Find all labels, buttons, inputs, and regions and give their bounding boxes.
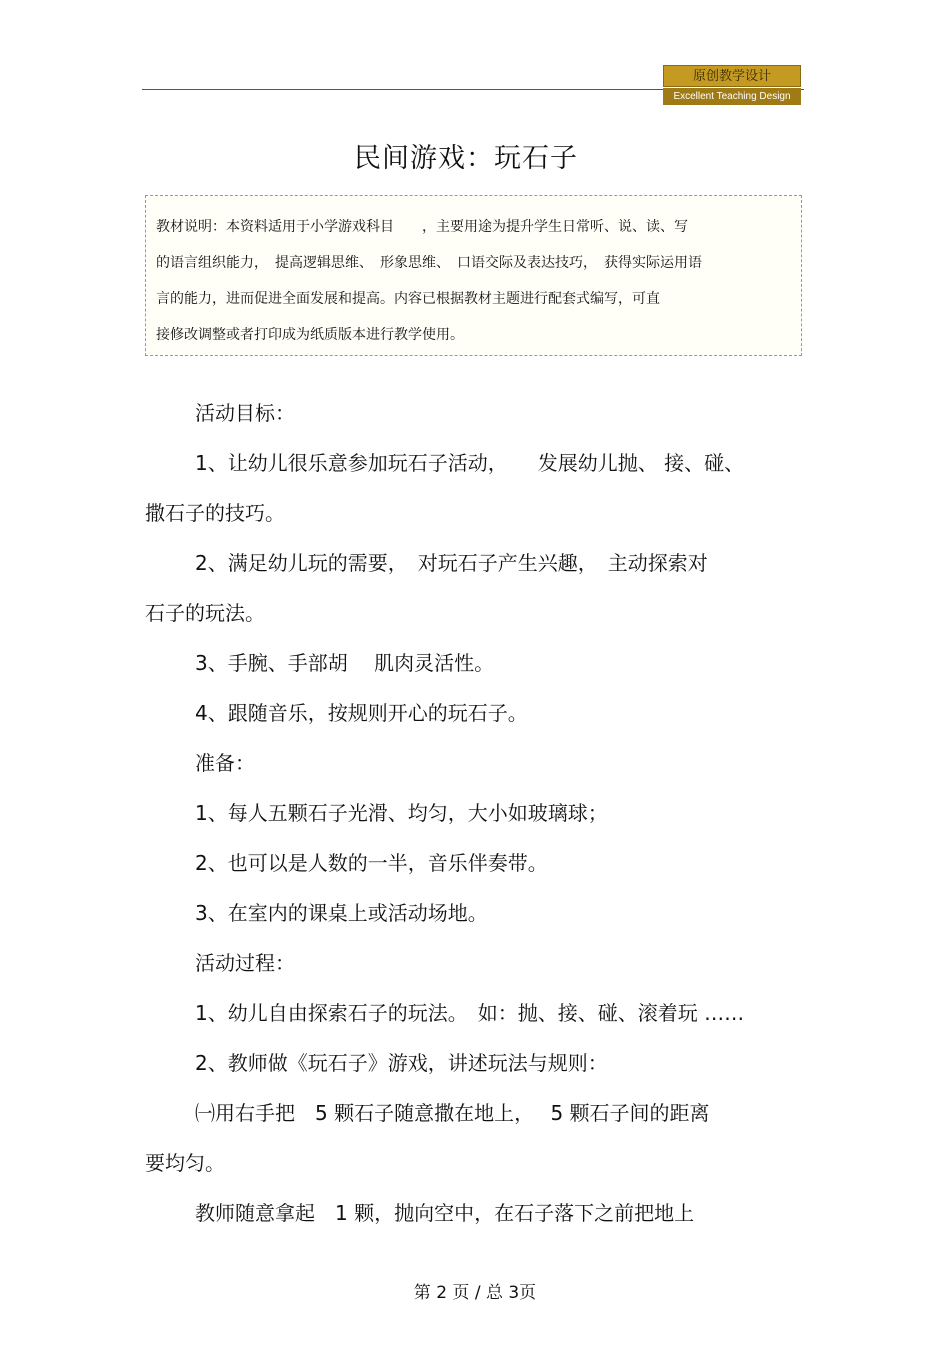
paragraph-line: 3、在室内的课桌上或活动场地。	[195, 901, 488, 925]
paragraph-line: 2、教师做《玩石子》游戏，讲述玩法与规则：	[195, 1051, 608, 1075]
note-line: 言的能力，进而促进全面发展和提高。内容已根据教材主题进行配套式编写，可直	[156, 291, 660, 307]
paragraph-line: 要均匀。	[145, 1151, 225, 1175]
material-note-box	[145, 195, 802, 356]
page-title: 民间游戏：玩石子	[354, 143, 578, 174]
paragraph-line: 3、手腕、手部胡 肌肉灵活性。	[195, 651, 495, 675]
paragraph-line: 1、每人五颗石子光滑、均匀，大小如玻璃球；	[195, 801, 608, 825]
section-heading-goals: 活动目标：	[195, 401, 295, 425]
note-line: 接修改调整或者打印成为纸质版本进行教学使用。	[156, 327, 464, 343]
brand-en-label: Excellent Teaching Design	[663, 88, 801, 105]
page-number: 第 2 页 / 总 3页	[413, 1283, 537, 1303]
paragraph-line: ㈠用右手把 5 颗石子随意撒在地上， 5 颗石子间的距离	[195, 1101, 710, 1125]
paragraph-line: 1、幼儿自由探索石子的玩法。 如：抛、接、碰、滚着玩 ……	[195, 1001, 745, 1025]
brand-badge	[663, 65, 801, 105]
section-heading-process: 活动过程：	[195, 951, 295, 975]
note-line: 教材说明：本资料适用于小学游戏科目 ，主要用途为提升学生日常听、说、读、写	[156, 219, 688, 235]
section-heading-preparation: 准备：	[195, 751, 255, 775]
document-body	[145, 388, 815, 1238]
paragraph-line: 4、跟随音乐，按规则开心的玩石子。	[195, 701, 528, 725]
paragraph-line: 石子的玩法。	[145, 601, 265, 625]
paragraph-line: 教师随意拿起 1 颗，抛向空中，在石子落下之前把地上	[195, 1201, 695, 1225]
brand-cn-label: 原创教学设计	[663, 65, 801, 87]
paragraph-line: 1、让幼儿很乐意参加玩石子活动， 发展幼儿抛、 接、碰、	[195, 451, 745, 475]
paragraph-line: 撒石子的技巧。	[145, 501, 285, 525]
note-line: 的语言组织能力， 提高逻辑思维、 形象思维、 口语交际及表达技巧， 获得实际运用语	[156, 255, 702, 271]
paragraph-line: 2、满足幼儿玩的需要， 对玩石子产生兴趣， 主动探索对	[195, 551, 708, 575]
paragraph-line: 2、也可以是人数的一半，音乐伴奏带。	[195, 851, 548, 875]
